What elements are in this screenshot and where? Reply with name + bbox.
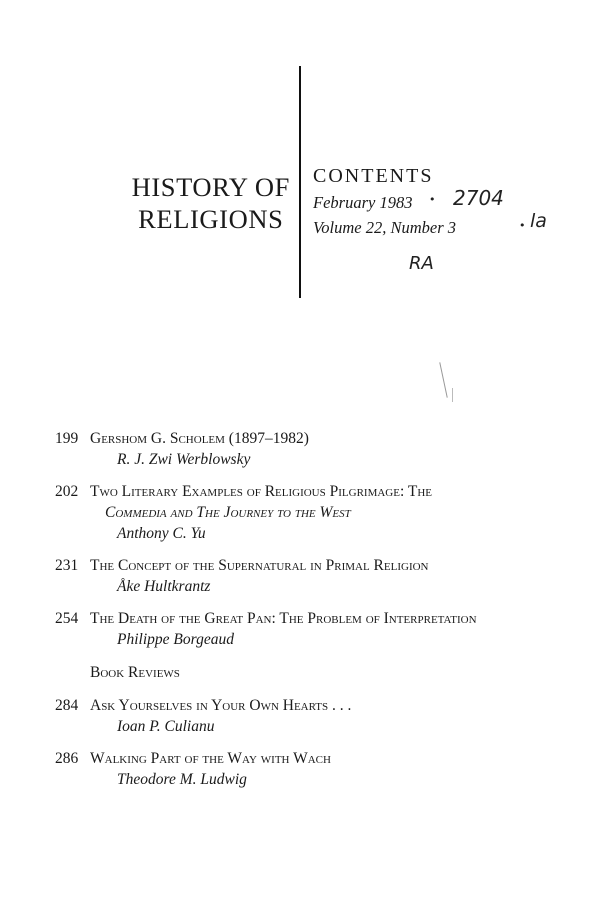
- contents-heading: CONTENTS: [313, 165, 434, 187]
- toc-title: The Death of the Great Pan: The Problem of Interpretation: [90, 610, 477, 627]
- book-reviews-heading: Book Reviews: [90, 664, 180, 681]
- toc-author: Anthony C. Yu: [117, 525, 206, 542]
- toc-entry: [0, 428, 602, 470]
- toc-title: Walking Part of the Way with Wach: [90, 750, 331, 767]
- toc-page-number: 202: [55, 483, 79, 500]
- toc-title: Gershom G. Scholem (1897–1982): [90, 430, 309, 447]
- issue-date: February 1983: [313, 193, 413, 212]
- toc-entry: [0, 555, 602, 597]
- toc-title: Ask Yourselves in Your Own Hearts . . .: [90, 697, 352, 714]
- toc-entry: [0, 608, 602, 650]
- toc-title: Two Literary Examples of Religious Pilgrimage: The: [90, 483, 432, 500]
- journal-title-line-1: HISTORY OF: [131, 172, 290, 202]
- handwritten-initials: RA: [409, 253, 434, 274]
- toc-entry: [0, 748, 602, 790]
- toc-author: R. J. Zwi Werblowsky: [117, 451, 251, 468]
- toc-page-number: 231: [55, 557, 79, 574]
- toc-page-number: 286: [55, 750, 79, 767]
- toc-entry: [0, 481, 602, 544]
- pencil-mark: [452, 388, 453, 402]
- handwritten-dot-1: •: [429, 193, 436, 206]
- toc-page-number: 284: [55, 697, 79, 714]
- toc-title-continued: Commedia and The Journey to the West: [105, 504, 351, 521]
- toc-title: The Concept of the Supernatural in Primal Religion: [90, 557, 429, 574]
- toc-author: Philippe Borgeaud: [117, 631, 234, 648]
- vertical-divider: [299, 66, 301, 298]
- toc-entry: [0, 695, 602, 737]
- pencil-mark: [439, 362, 447, 397]
- toc-author: Theodore M. Ludwig: [117, 771, 247, 788]
- handwritten-dot-2: •: [519, 219, 526, 232]
- toc-author: Ioan P. Culianu: [117, 718, 215, 735]
- journal-title: [132, 171, 290, 235]
- handwritten-code: 2704: [453, 186, 504, 210]
- table-of-contents: [0, 428, 602, 790]
- toc-page-number: 199: [55, 430, 79, 447]
- toc-author: Åke Hultkrantz: [117, 578, 211, 595]
- journal-title-line-2: RELIGIONS: [138, 204, 284, 234]
- handwritten-mark: la: [530, 210, 547, 232]
- issue-volume: Volume 22, Number 3: [313, 218, 456, 237]
- toc-page-number: 254: [55, 610, 79, 627]
